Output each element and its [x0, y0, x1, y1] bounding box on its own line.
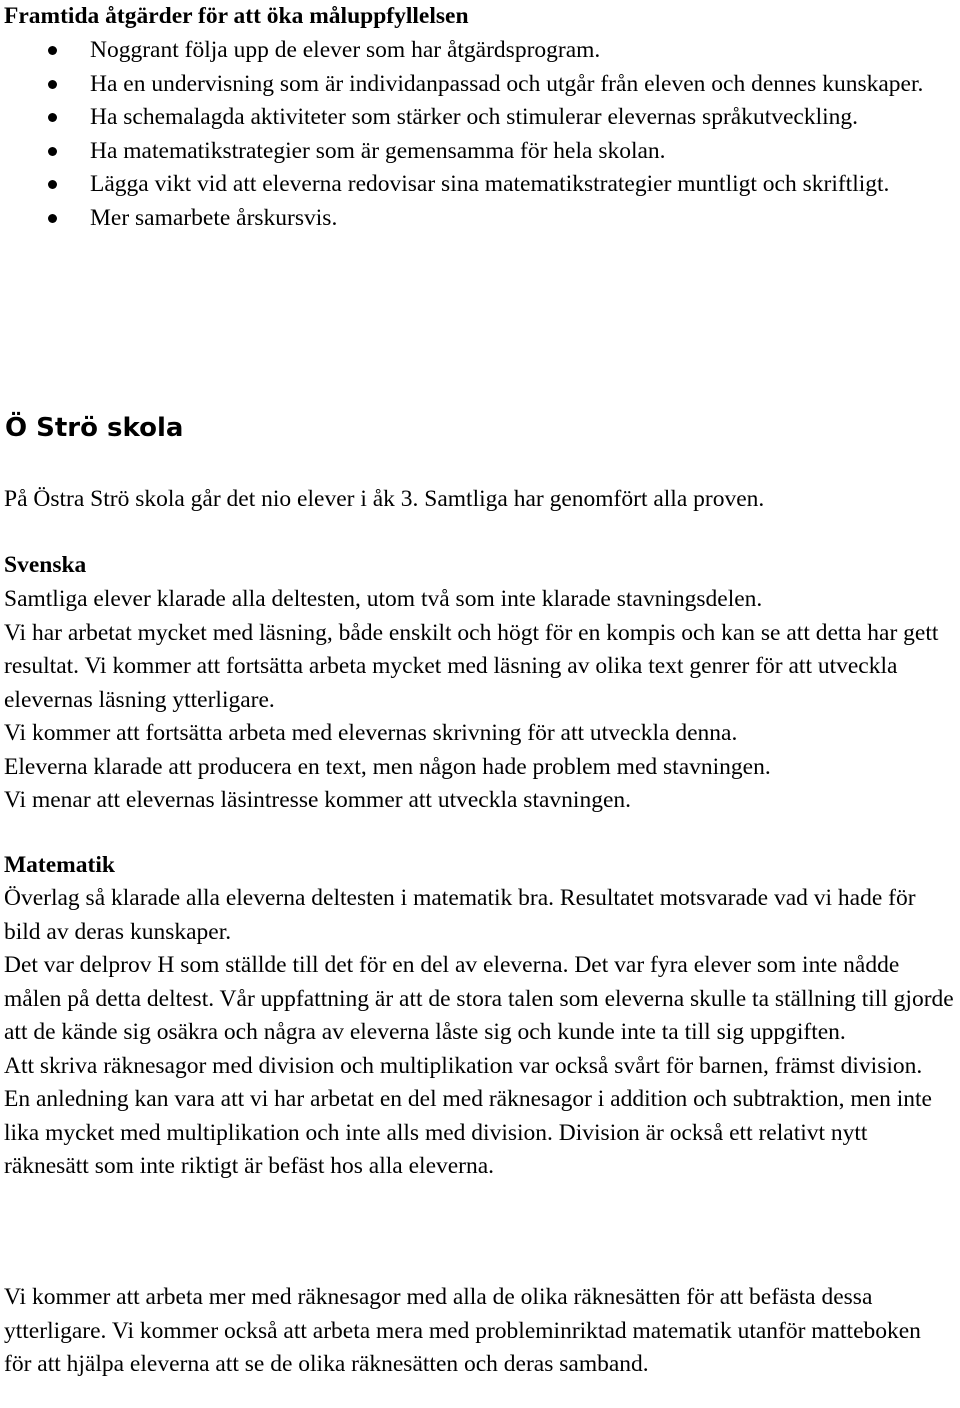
list-item: Ha en undervisning som är individanpassad och utgår från eleven och dennes kunskaper. — [0, 68, 960, 102]
svenska-paragraph: Vi kommer att fortsätta arbeta med elevernas skrivning för att utveckla denna. — [4, 720, 738, 746]
intro-paragraph: På Östra Strö skola går det nio elever i åk 3. Samtliga har genomfört alla proven. — [4, 486, 765, 512]
matematik-paragraph: Det var delprov H som ställde till det för en del av eleverna. Det var fyra elever som inte nådde målen på detta deltest. Vår uppfattning är att de stora talen som eleverna skulle ta ställning till gjorde att de kände sig osäkra och några av eleverna låste sig och kunde inte ta till sig uppgiften. — [4, 952, 954, 1045]
svenska-paragraph: Eleverna klarade att producera en text, men någon hade problem med stavningen. — [4, 753, 771, 780]
list-item: Noggrant följa upp de elever som har åtgärdsprogram. — [0, 34, 960, 68]
measures-list-container — [0, 34, 960, 354]
school-heading: Ö Strö skola — [5, 413, 184, 443]
list-item: Mer samarbete årskursvis. — [0, 202, 960, 236]
matematik-heading: Matematik — [4, 852, 115, 878]
matematik-paragraph: Att skriva räknesagor med division och multiplikation var också svårt för barnen, främst division. En anledning kan vara att vi har arbetat en del med räknesagor i addition och subtraktion, men inte lika mycket med multiplikation och inte alls med division. Division är också ett relativt nytt räknesätt som inte riktigt är befäst hos alla eleverna. — [4, 1052, 932, 1179]
svenska-text — [4, 583, 954, 818]
measures-list — [0, 34, 960, 235]
list-item: Ha schemalagda aktiviteter som stärker och stimulerar elevernas språkutveckling. — [0, 101, 960, 135]
matematik-text — [4, 882, 954, 1184]
svenska-paragraph: Vi menar att elevernas läsintresse kommer att utveckla stavningen. — [4, 787, 631, 813]
svenska-heading: Svenska — [4, 552, 87, 578]
heading-future-measures: Framtida åtgärder för att öka måluppfyllelsen — [4, 3, 469, 29]
list-item: Lägga vikt vid att eleverna redovisar sina matematikstrategier muntligt och skriftligt. — [0, 168, 960, 202]
list-item: Ha matematikstrategier som är gemensamma för hela skolan. — [0, 135, 960, 169]
matematik-closing-paragraph: Vi kommer att arbeta mer med räknesagor med alla de olika räknesätten för att befästa dessa ytterligare. Vi kommer också att arbeta mera med probleminriktad matematik utanför matteboken för att hjälpa eleverna att se de olika räknesätten och deras samband. — [4, 1284, 921, 1377]
svenska-paragraph: Vi har arbetat mycket med läsning, både enskilt och högt för en kompis och kan se att detta har gett resultat. Vi kommer att fortsätta arbeta mycket med läsning av olika text genrer för att utveckla elevernas läsning ytterligare. — [4, 619, 939, 713]
matematik-paragraph: Överlag så klarade alla eleverna deltesten i matematik bra. Resultatet motsvarade vad vi hade för bild av deras kunskaper. — [4, 885, 916, 945]
svenska-paragraph: Samtliga elever klarade alla deltesten, utom två som inte klarade stavningsdelen. — [4, 586, 763, 612]
